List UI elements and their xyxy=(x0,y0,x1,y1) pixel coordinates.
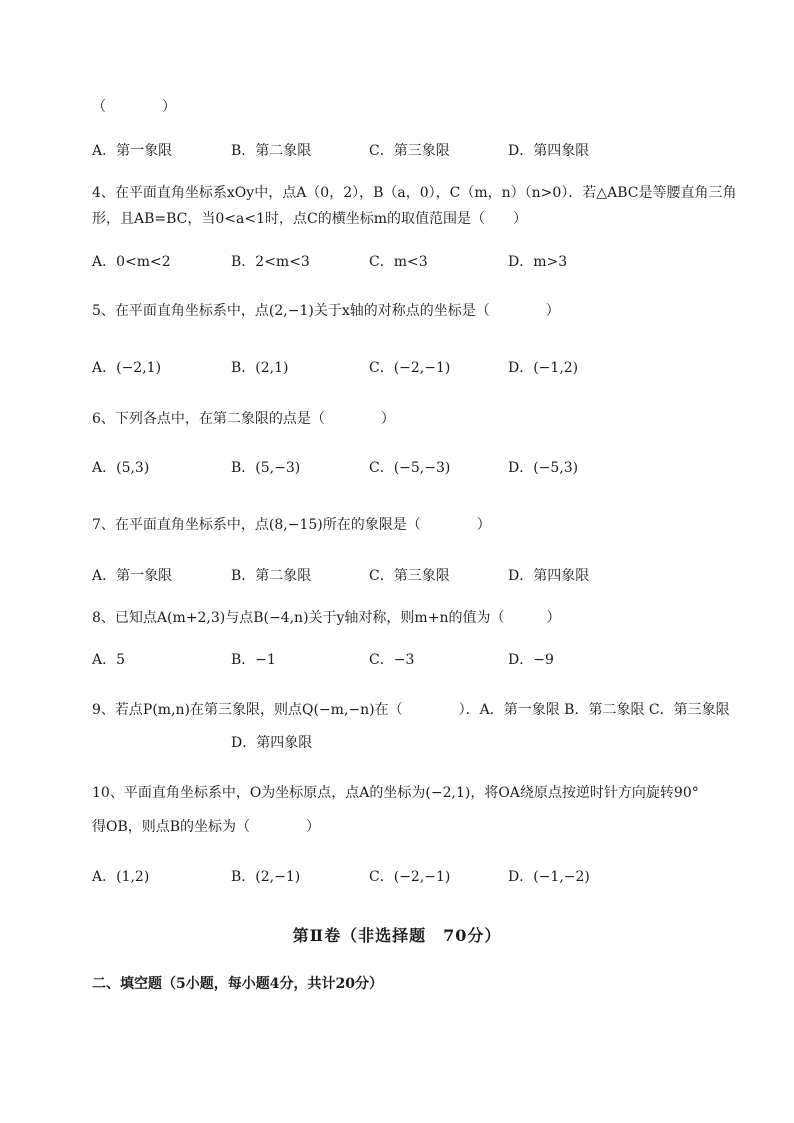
q6-option-b: B．(5,−3) xyxy=(231,460,301,476)
q7-option-c: C．第三象限 xyxy=(369,568,450,584)
q9-stem: 9、若点P(m,n)在第三象限，则点Q(−m,−n)在（ ）．A．第一象限 B．第二象限 C．第三象限 xyxy=(92,702,730,718)
q5-option-d: D．(−1,2) xyxy=(508,360,579,376)
q3-option-d: D．第四象限 xyxy=(508,143,590,159)
q5-option-b: B．(2,1) xyxy=(231,360,289,376)
q4-option-d: D．m>3 xyxy=(508,254,568,270)
q7-option-a: A．第一象限 xyxy=(92,568,173,584)
q5-options xyxy=(92,358,732,378)
section-title: 第Ⅱ卷（非选择题 70分） xyxy=(292,926,502,945)
q8-options xyxy=(92,650,732,670)
q6-option-c: C．(−5,−3) xyxy=(369,460,451,476)
q10-option-c: C．(−2,−1) xyxy=(369,869,451,885)
q10-option-d: D．(−1,−2) xyxy=(508,869,590,885)
q10-stem-line1: 10、平面直角坐标系中，O为坐标原点，点A的坐标为(−2,1)，将OA绕原点按逆时针方向旋转90° xyxy=(92,785,699,801)
q3-answer-paren: （ ） xyxy=(92,99,176,115)
q3-option-b: B．第二象限 xyxy=(231,143,312,159)
q3-options xyxy=(92,141,732,161)
q3-option-c: C．第三象限 xyxy=(369,143,450,159)
q9-option-d: D．第四象限 xyxy=(231,735,313,751)
q6-stem: 6、下列各点中，在第二象限的点是（ ） xyxy=(92,411,395,427)
q9-options xyxy=(92,733,732,753)
q8-option-b: B．−1 xyxy=(231,652,276,668)
q6-options xyxy=(92,458,732,478)
q4-option-c: C．m<3 xyxy=(369,254,428,270)
q8-stem: 8、已知点A(m+2,3)与点B(−4,n)关于y轴对称，则m+n的值为（ ） xyxy=(92,610,561,626)
q10-stem-line2: 得OB，则点B的坐标为（ ） xyxy=(92,819,321,835)
q4-stem-line2: 形，且AB=BC，当0<a<1时，点C的横坐标m的取值范围是（ ） xyxy=(92,211,527,227)
q5-option-a: A．(−2,1) xyxy=(92,360,162,376)
q4-stem-line1: 4、在平面直角坐标系xOy中，点A（0，2），B（a，0），C（m，n）（n>0）．若△ABC是等腰直角三角 xyxy=(92,185,737,201)
q4-options xyxy=(92,252,732,272)
q7-options xyxy=(92,566,732,586)
q8-option-a: A．5 xyxy=(92,652,126,668)
q7-option-d: D．第四象限 xyxy=(508,568,590,584)
q8-option-c: C．−3 xyxy=(369,652,415,668)
q4-option-a: A．0<m<2 xyxy=(92,254,171,270)
q6-option-d: D．(−5,3) xyxy=(508,460,579,476)
q5-option-c: C．(−2,−1) xyxy=(369,360,451,376)
q6-option-a: A．(5,3) xyxy=(92,460,150,476)
q8-option-d: D．−9 xyxy=(508,652,554,668)
q7-stem: 7、在平面直角坐标系中，点(8,−15)所在的象限是（ ） xyxy=(92,517,491,533)
q5-stem: 5、在平面直角坐标系中，点(2,−1)关于x轴的对称点的坐标是（ ） xyxy=(92,303,560,319)
q7-option-b: B．第二象限 xyxy=(231,568,312,584)
q10-option-a: A．(1,2) xyxy=(92,869,150,885)
q3-option-a: A．第一象限 xyxy=(92,143,173,159)
section-subtitle: 二、填空题（5小题，每小题4分，共计20分） xyxy=(92,976,383,992)
q4-option-b: B．2<m<3 xyxy=(231,254,310,270)
q10-option-b: B．(2,−1) xyxy=(231,869,301,885)
q10-options xyxy=(92,867,732,887)
